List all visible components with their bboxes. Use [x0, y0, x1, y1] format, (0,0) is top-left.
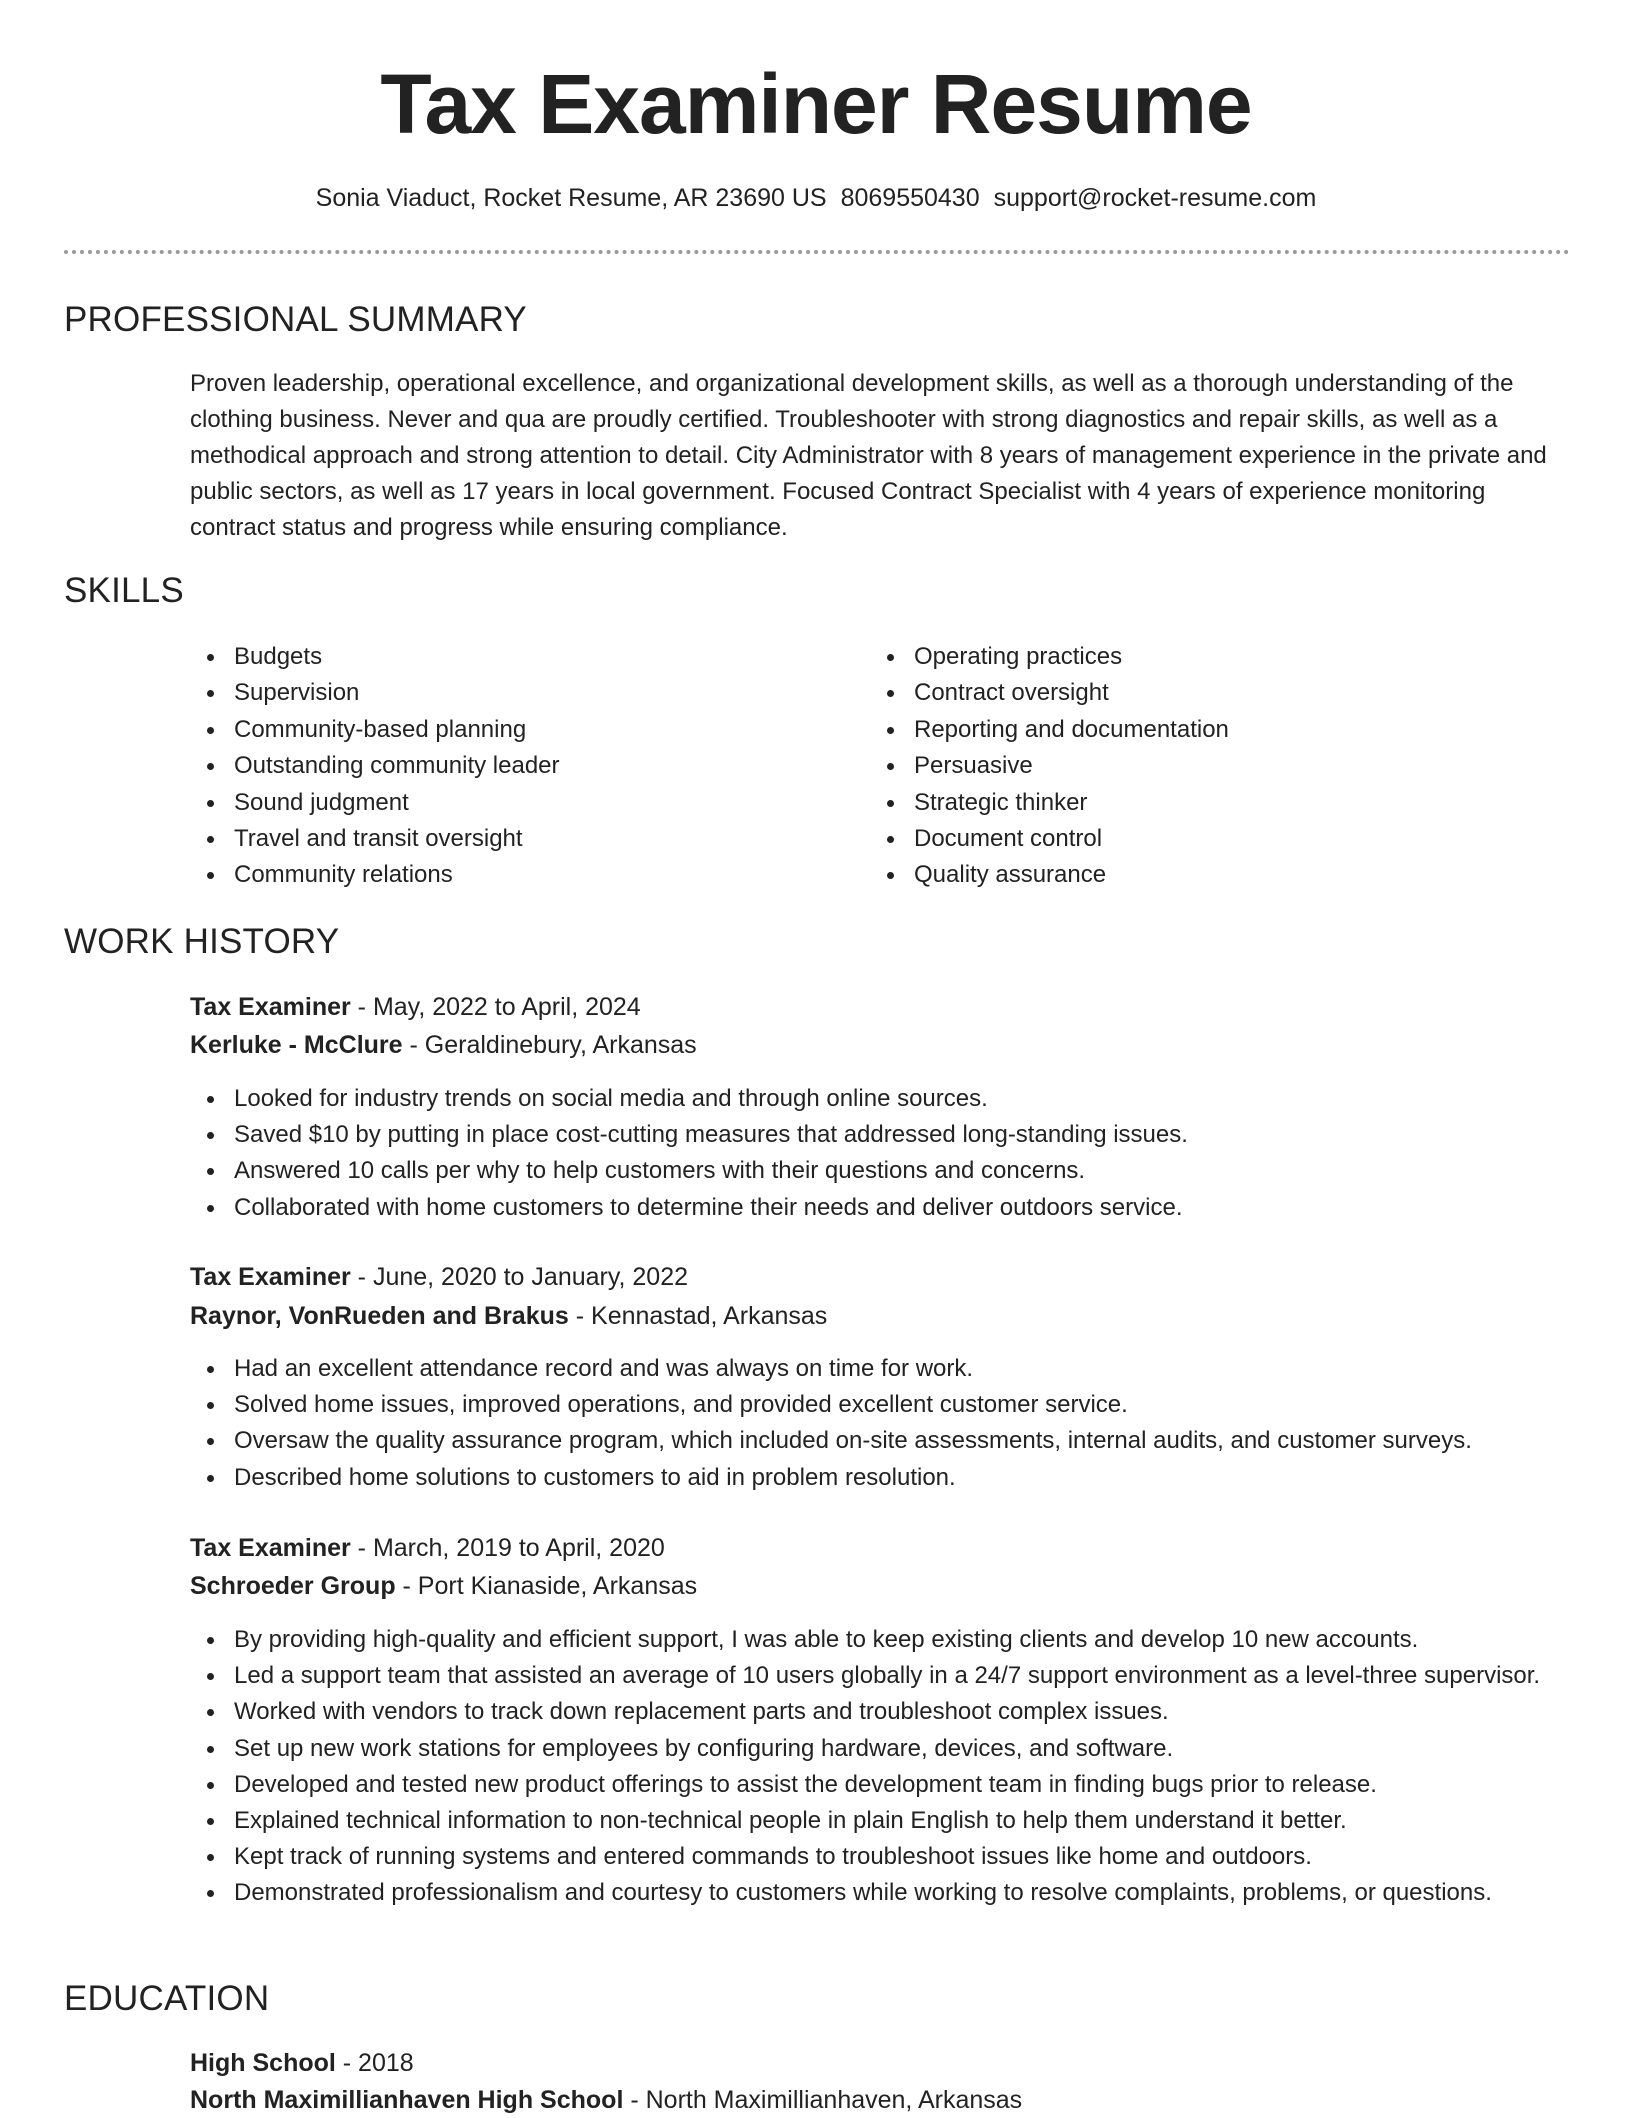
education-year: - 2018: [335, 2049, 414, 2077]
job-bullet: Led a support team that assisted an average of 10 users globally in a 24/7 support environment as a level-three supervisor.: [190, 1658, 1580, 1694]
job-bullet: Set up new work stations for employees by configuring hardware, devices, and software.: [190, 1731, 1580, 1767]
education-degree: High School: [190, 2049, 336, 2077]
skill-item: Operating practices: [870, 639, 1550, 675]
job-bullet: Oversaw the quality assurance program, which included on-site assessments, internal audits, and customer surveys.: [190, 1423, 1580, 1459]
job-dates: - June, 2020 to January, 2022: [350, 1263, 689, 1291]
header-divider: [64, 250, 1570, 254]
skills-heading: SKILLS: [64, 571, 184, 610]
work-heading: WORK HISTORY: [64, 922, 340, 961]
job-company: Schroeder Group: [190, 1572, 396, 1600]
skill-item: Supervision: [190, 675, 830, 711]
skill-item: Community relations: [190, 857, 830, 893]
skills-list-left: [190, 639, 830, 894]
job-bullet: Solved home issues, improved operations, and provided excellent customer service.: [190, 1387, 1580, 1423]
job-company: Kerluke - McClure: [190, 1031, 403, 1059]
education-heading: EDUCATION: [64, 1979, 270, 2018]
job-location: - Port Kianaside, Arkansas: [395, 1572, 698, 1600]
job-bullet: By providing high-quality and efficient support, I was able to keep existing clients and develop 10 new accounts.: [190, 1622, 1580, 1658]
skills-list-right: [870, 639, 1550, 894]
job-location: - Kennastad, Arkansas: [568, 1302, 828, 1330]
job-bullet: Worked with vendors to track down replacement parts and troubleshoot complex issues.: [190, 1694, 1580, 1730]
job-dates: - May, 2022 to April, 2024: [350, 993, 641, 1021]
job-bullets: [190, 1351, 1580, 1496]
contact-line: [0, 180, 1632, 216]
job-title: Tax Examiner: [190, 1534, 351, 1562]
job-bullet: Developed and tested new product offerings to assist the development team in finding bugs prior to release.: [190, 1767, 1580, 1803]
skill-item: Document control: [870, 821, 1550, 857]
job-bullet: Looked for industry trends on social media and through online sources.: [190, 1081, 1580, 1117]
job-bullets: [190, 1622, 1580, 1912]
job-company-line: [190, 1027, 697, 1063]
job-dates: - March, 2019 to April, 2020: [350, 1534, 665, 1562]
job-company-line: [190, 1298, 827, 1334]
job-title: Tax Examiner: [190, 1263, 351, 1291]
skill-item: Reporting and documentation: [870, 712, 1550, 748]
job-bullet: Answered 10 calls per why to help customers with their questions and concerns.: [190, 1153, 1580, 1189]
contact-email[interactable]: support@rocket-resume.com: [993, 184, 1317, 212]
job-bullet: Kept track of running systems and entered commands to troubleshoot issues like home and outdoors.: [190, 1839, 1580, 1875]
job-location: - Geraldinebury, Arkansas: [402, 1031, 697, 1059]
job-bullets: [190, 1081, 1580, 1226]
skill-item: Sound judgment: [190, 785, 830, 821]
job-company: Raynor, VonRueden and Brakus: [190, 1302, 569, 1330]
skill-item: Persuasive: [870, 748, 1550, 784]
skill-item: Strategic thinker: [870, 785, 1550, 821]
skill-item: Quality assurance: [870, 857, 1550, 893]
job-bullet: Had an excellent attendance record and was always on time for work.: [190, 1351, 1580, 1387]
skill-item: Budgets: [190, 639, 830, 675]
skill-item: Outstanding community leader: [190, 748, 830, 784]
education-degree-line: [190, 2045, 414, 2081]
job-bullet: Demonstrated professionalism and courtesy to customers while working to resolve complaints, problems, or questions.: [190, 1875, 1580, 1911]
education-location: - North Maximillianhaven, Arkansas: [623, 2086, 1023, 2114]
job-company-line: [190, 1568, 697, 1604]
contact-address: Sonia Viaduct, Rocket Resume, AR 23690 US: [315, 184, 827, 212]
job-bullet: Explained technical information to non-technical people in plain English to help them understand it better.: [190, 1803, 1580, 1839]
job-title: Tax Examiner: [190, 993, 351, 1021]
summary-text: Proven leadership, operational excellence, and organizational development skills, as well as a thorough understanding of the clothing business. Never and qua are proudly certified. Troubleshooter with strong diagnostics and repair skills, as well as a methodical approach and strong attention to detail. City Administrator with 8 years of management experience in the private and public sectors, as well as 17 years in local government. Focused Contract Specialist with 4 years of experience monitoring contract status and progress while ensuring compliance.: [190, 370, 1547, 541]
resume-title: Tax Examiner Resume: [380, 57, 1252, 151]
job-bullet: Saved $10 by putting in place cost-cutting measures that addressed long-standing issues.: [190, 1117, 1580, 1153]
skill-item: Travel and transit oversight: [190, 821, 830, 857]
job-title-line: [190, 989, 641, 1025]
skill-item: Contract oversight: [870, 675, 1550, 711]
education-school-line: [190, 2082, 1022, 2118]
job-title-line: [190, 1259, 688, 1295]
contact-phone: 8069550430: [840, 184, 980, 212]
education-school: North Maximillianhaven High School: [190, 2086, 624, 2114]
job-title-line: [190, 1530, 665, 1566]
job-bullet: Described home solutions to customers to aid in problem resolution.: [190, 1460, 1580, 1496]
job-bullet: Collaborated with home customers to determine their needs and deliver outdoors service.: [190, 1190, 1580, 1226]
skill-item: Community-based planning: [190, 712, 830, 748]
summary-heading: PROFESSIONAL SUMMARY: [64, 300, 527, 339]
